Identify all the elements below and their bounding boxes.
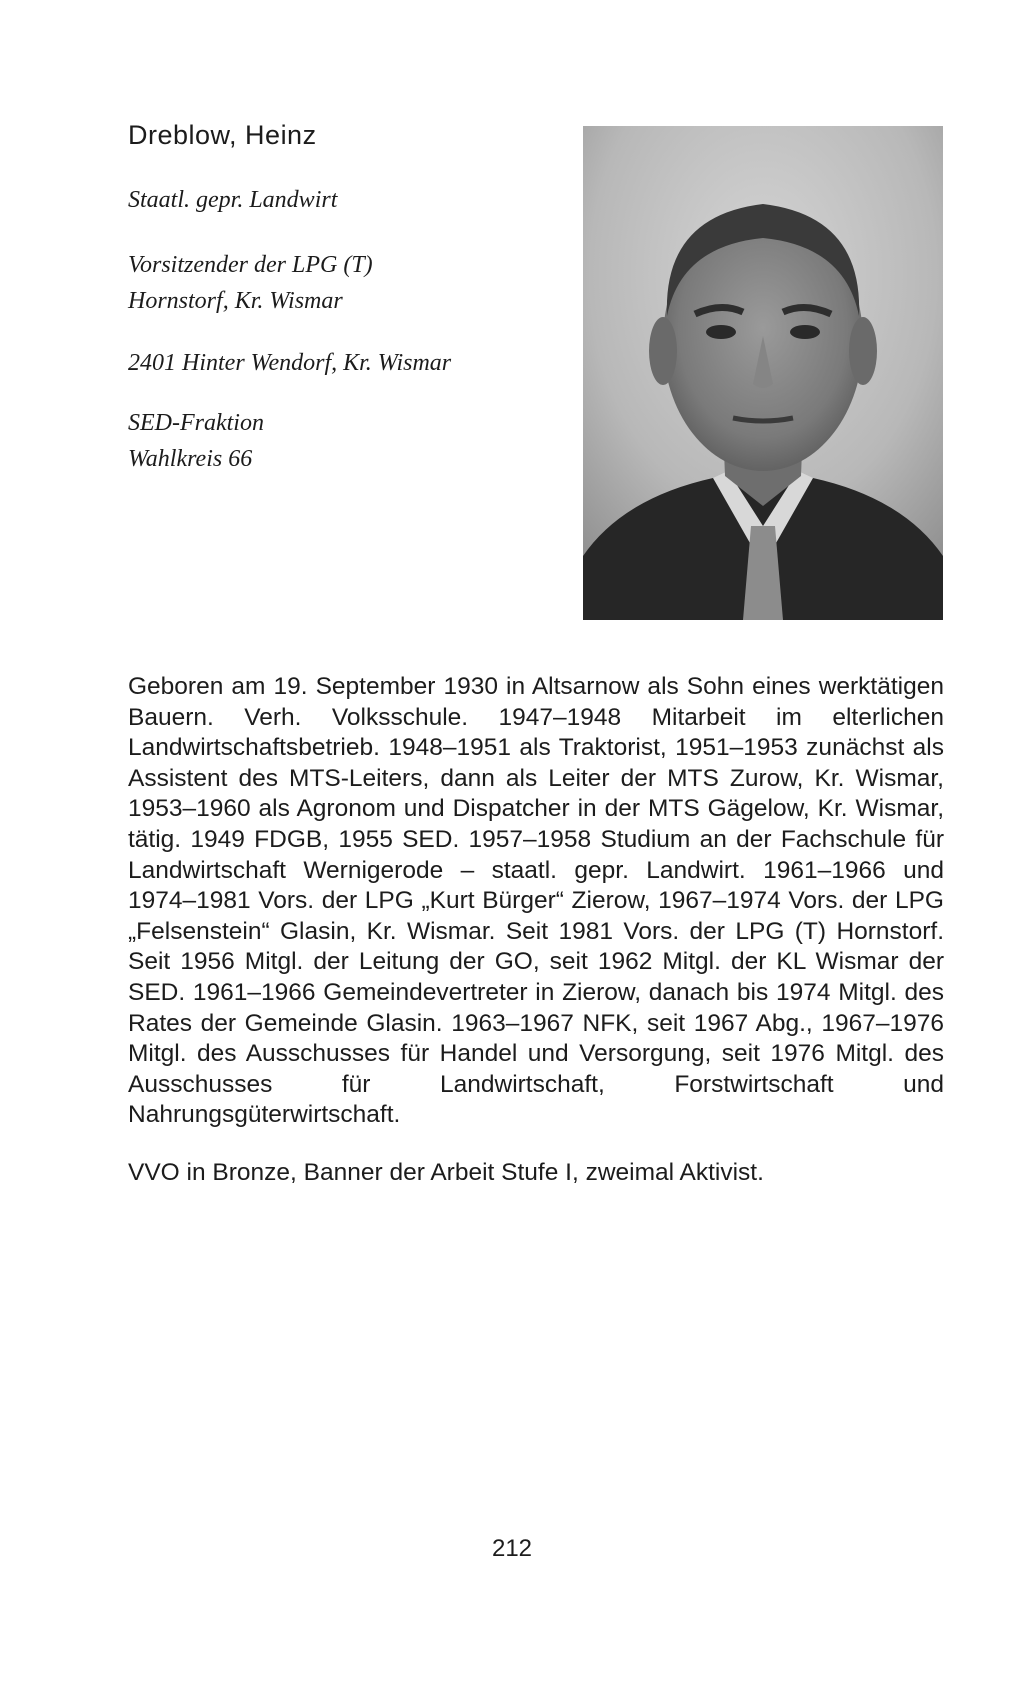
position-line-2: Hornstorf, Kr. Wismar	[128, 288, 343, 314]
faction-block	[128, 405, 264, 477]
biography-text: Geboren am 19. September 1930 in Altsarnow als Sohn eines werktätigen Bauern. Verh. Volksschule. 1947–1948 Mitarbeit im elterlichen Landwirtschaftsbetrieb. 1948–1951 als Traktorist, 1951–1953 zunächst als Assistent des MTS-Leiters, dann als Leiter der MTS Zurow, Kr. Wismar, 1953–1960 als Agronom und Dispatcher in der MTS Gägelow, Kr. Wismar, tätig. 1949 FDGB, 1955 SED. 1957–1958 Studium an der Fachschule für Landwirtschaft Wernigerode – staatl. gepr. Landwirt. 1961–1966 und 1974–1981 Vors. der LPG „Kurt Bürger“ Zierow, 1967–1974 Vors. der LPG „Felsenstein“ Glasin, Kr. Wismar. Seit 1981 Vors. der LPG (T) Hornstorf. Seit 1956 Mitgl. der Leitung der GO, seit 1962 Mitgl. der KL Wismar der SED. 1961–1966 Gemeindevertreter in Zierow, danach bis 1974 Mitgl. des Rates der Gemeinde Glasin. 1963–1967 NFK, seit 1967 Abg., 1967–1976 Mitgl. des Ausschusses für Handel und Versorgung, seit 1976 Mitgl. des Ausschusses für Landwirtschaft, Forstwirtschaft und Nahrungsgüterwirtschaft.	[128, 673, 944, 1129]
portrait-photo	[583, 126, 943, 620]
position-line-1: Vorsitzender der LPG (T)	[128, 252, 373, 278]
position-block	[128, 247, 373, 319]
faction: SED-Fraktion	[128, 410, 264, 436]
constituency: Wahlkreis 66	[128, 446, 253, 472]
person-name: Dreblow, Heinz	[128, 120, 317, 150]
awards-text: VVO in Bronze, Banner der Arbeit Stufe I, zweimal Aktivist.	[128, 1159, 764, 1186]
page-number: 212	[491, 1535, 533, 1562]
profession: Staatl. gepr. Landwirt	[128, 187, 338, 213]
address: 2401 Hinter Wendorf, Kr. Wismar	[128, 350, 452, 376]
